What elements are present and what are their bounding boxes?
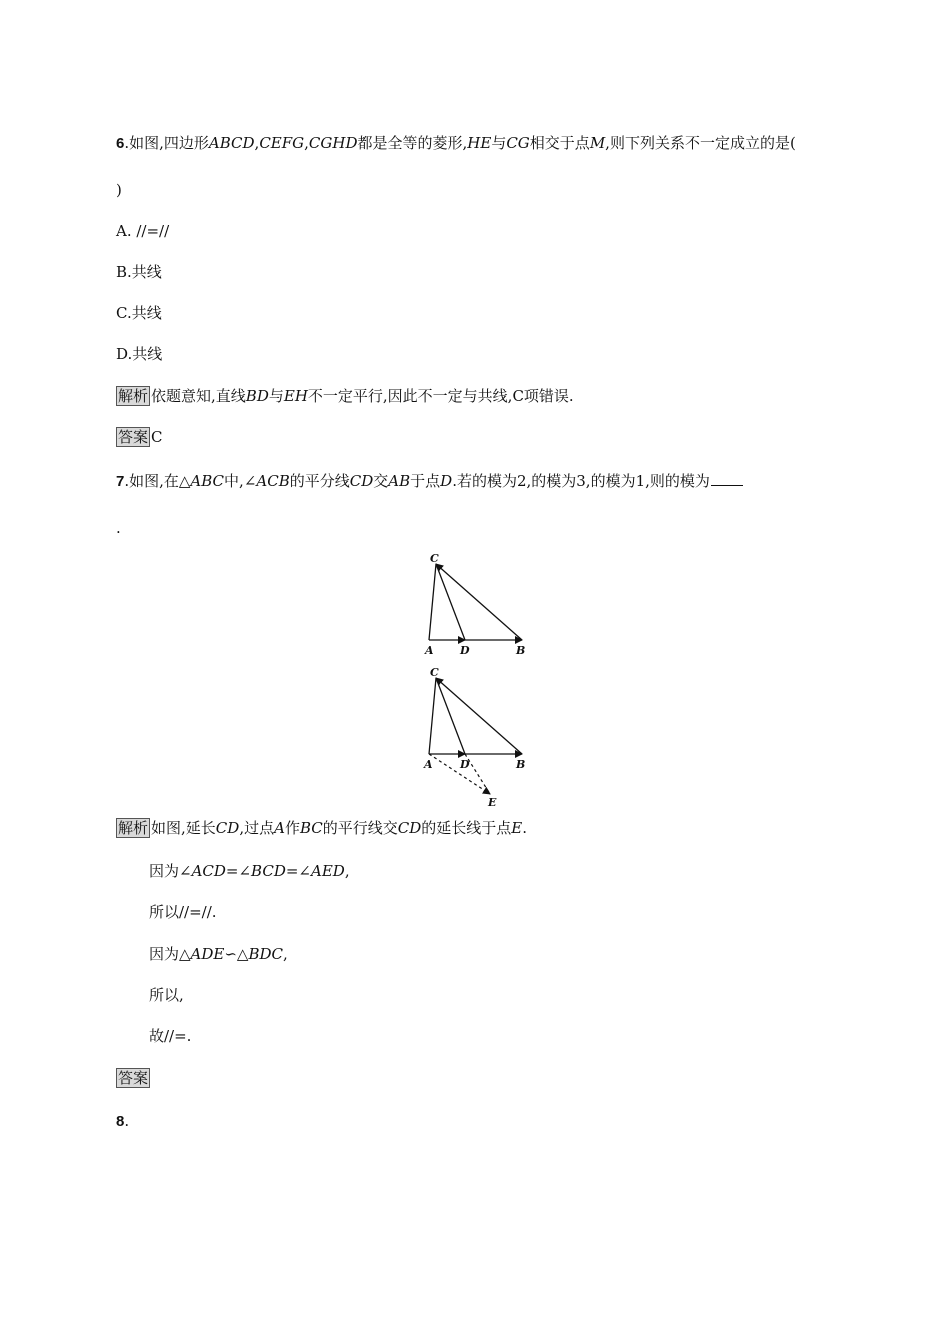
q6-paren-close: ) bbox=[116, 181, 122, 199]
q6-var: CG bbox=[506, 134, 530, 152]
label-b: B bbox=[516, 758, 526, 771]
q7-analysis bbox=[116, 818, 527, 838]
analysis-text: 的平行线交 bbox=[322, 819, 398, 837]
analysis-text: 与 bbox=[268, 387, 284, 405]
answer-value: C bbox=[151, 428, 163, 446]
analysis-var: EH bbox=[283, 387, 308, 405]
triangle-figure-2 bbox=[415, 664, 535, 810]
bisector-cd bbox=[436, 564, 465, 640]
q7-stem bbox=[116, 471, 743, 492]
label-c: C bbox=[430, 666, 439, 679]
q6-stem-text: .如图,四边形 bbox=[124, 134, 209, 152]
q7-tail: . bbox=[116, 519, 121, 537]
triangle-figure-1 bbox=[415, 548, 535, 660]
q7-step-1 bbox=[149, 861, 350, 881]
analysis-var: CD bbox=[215, 819, 240, 837]
side-ac bbox=[429, 564, 436, 640]
side-ac bbox=[429, 678, 436, 754]
analysis-text: ,过点 bbox=[239, 819, 275, 837]
q6-number: 6 bbox=[116, 135, 125, 152]
q7-step-2: 所以//=//. bbox=[149, 903, 217, 921]
q6-var: ABCD bbox=[208, 134, 255, 152]
q6-var: M bbox=[589, 134, 606, 152]
q7-step-4: 所以, bbox=[149, 986, 184, 1004]
q7-step-3 bbox=[149, 944, 288, 964]
q6-var: CEFG bbox=[259, 134, 305, 152]
analysis-text: 如图,延长 bbox=[151, 819, 216, 837]
q6-option-b: B.共线 bbox=[116, 263, 162, 281]
step-var: ACD=∠BCD=∠AED bbox=[191, 862, 345, 880]
step-text: , bbox=[283, 945, 288, 963]
q6-answer bbox=[116, 427, 163, 447]
q6-sep: , bbox=[254, 134, 260, 152]
q6-stem-text: ,则下列关系不一定成立的是( bbox=[605, 134, 796, 152]
q6-stem-text: 都是全等的菱形, bbox=[357, 134, 468, 152]
q7-answer bbox=[116, 1068, 151, 1088]
label-e: E bbox=[488, 796, 497, 809]
answer-tag: 答案 bbox=[118, 1069, 149, 1087]
q7-var: ABC bbox=[190, 472, 225, 490]
q7-var: AB bbox=[388, 472, 411, 490]
analysis-tag: 解析 bbox=[118, 387, 149, 405]
q6-stem bbox=[116, 133, 796, 154]
analysis-var: A bbox=[274, 819, 285, 837]
label-a: A bbox=[425, 644, 434, 657]
label-b: B bbox=[516, 644, 526, 657]
q7-stem-text: 中,∠ bbox=[224, 472, 257, 490]
q7-stem-text: 交 bbox=[373, 472, 389, 490]
q7-stem-text: .若的模为2,的模为3,的模为1,则的模为 bbox=[452, 472, 710, 490]
q8-stem bbox=[116, 1111, 129, 1132]
q6-var: HE bbox=[467, 134, 492, 152]
label-c: C bbox=[430, 552, 439, 565]
step-var: ADE bbox=[190, 945, 225, 963]
q6-stem-text: 与 bbox=[491, 134, 507, 152]
analysis-text: 依题意知,直线 bbox=[151, 387, 246, 405]
q7-step-5: 故//=. bbox=[149, 1027, 192, 1045]
q6-stem-text: 相交于点 bbox=[529, 134, 590, 152]
q8-number: 8 bbox=[116, 1113, 125, 1130]
step-var: BDC bbox=[248, 945, 283, 963]
q7-stem-text: 的平分线 bbox=[289, 472, 350, 490]
step-text: ∽△ bbox=[224, 945, 249, 963]
side-bc bbox=[436, 678, 522, 754]
analysis-text: 的延长线于点 bbox=[421, 819, 512, 837]
analysis-var: BC bbox=[299, 819, 323, 837]
analysis-text: 不一定平行,因此不一定与共线,C项错误. bbox=[307, 387, 574, 405]
side-bc bbox=[436, 564, 522, 640]
bisector-cd bbox=[436, 678, 465, 754]
q7-stem-text: 于点 bbox=[410, 472, 441, 490]
step-text: 因为∠ bbox=[149, 862, 192, 880]
q7-stem-text: .如图,在△ bbox=[124, 472, 191, 490]
label-d: D bbox=[460, 644, 470, 657]
q6-analysis bbox=[116, 386, 574, 406]
q7-number: 7 bbox=[116, 473, 125, 490]
answer-tag: 答案 bbox=[118, 428, 149, 446]
analysis-text: . bbox=[522, 819, 528, 837]
q6-option-a: A. //=// bbox=[116, 222, 170, 240]
label-d: D bbox=[460, 758, 470, 771]
analysis-var: BD bbox=[245, 387, 269, 405]
analysis-var: E bbox=[511, 819, 523, 837]
q8-tail: . bbox=[124, 1112, 130, 1130]
q6-var: CGHD bbox=[308, 134, 358, 152]
analysis-tag: 解析 bbox=[118, 819, 149, 837]
q7-var: CD bbox=[349, 472, 374, 490]
label-a: A bbox=[424, 758, 433, 771]
analysis-var: CD bbox=[397, 819, 422, 837]
answer-blank bbox=[711, 471, 743, 486]
q7-var: ACB bbox=[256, 472, 290, 490]
q6-option-c: C.共线 bbox=[116, 304, 162, 322]
q6-option-d: D.共线 bbox=[116, 345, 163, 363]
step-text: , bbox=[344, 862, 350, 880]
q7-var: D bbox=[440, 472, 453, 490]
q6-sep: , bbox=[304, 134, 309, 152]
analysis-text: 作 bbox=[284, 819, 300, 837]
step-text: 因为△ bbox=[149, 945, 191, 963]
